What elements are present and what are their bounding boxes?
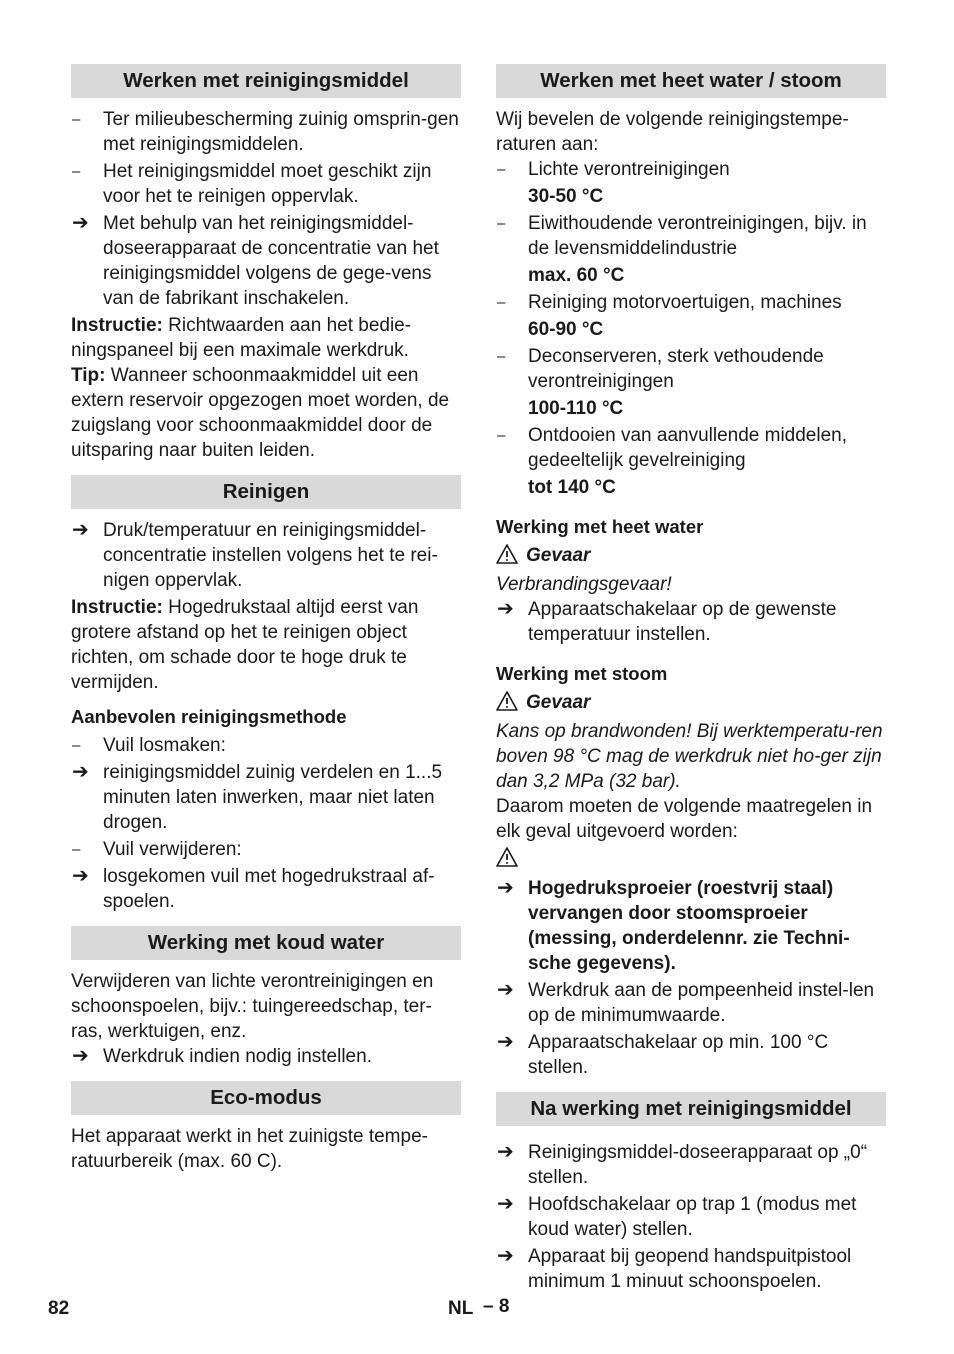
subsection-title: Werking met stoom <box>496 663 668 684</box>
list-item: ➔ losgekomen vuil met hogedrukstraal af-spoelen. <box>72 865 435 912</box>
dash-icon: – <box>497 161 506 178</box>
section-title-heet-water-stoom: Werken met heet water / stoom <box>496 64 886 98</box>
paragraph: Daarom moeten de volgende maatregelen in elk geval uitgevoerd worden: <box>496 796 873 842</box>
section-title-reinigen: Reinigen <box>71 475 461 509</box>
dash-icon: – <box>497 427 506 444</box>
list-item: ➔ Apparaatschakelaar op min. 100 °C stellen. <box>497 1031 829 1078</box>
list-item: – Reiniging motorvoertuigen, machines <box>497 292 842 313</box>
temperature-value: 60-90 °C <box>528 319 604 340</box>
list-item: – Het reinigingsmiddel moet geschikt zijn voor het te reinigen oppervlak. <box>72 161 432 207</box>
arrow-right-icon: ➔ <box>497 1141 514 1163</box>
temperature-value: tot 140 °C <box>528 477 616 498</box>
page-number: 82 <box>48 1298 70 1319</box>
list-item: – Vuil losmaken: <box>72 735 226 756</box>
section-title-werken-met-reinigingsmiddel: Werken met reinigingsmiddel <box>71 64 461 98</box>
arrow-right-icon: ➔ <box>497 1245 514 1267</box>
dash-icon: – <box>497 348 506 365</box>
list-item: ➔ Apparaatschakelaar op de gewenste temperatuur instellen. <box>497 598 837 645</box>
danger-text: Kans op brandwonden! Bij werktemperatu-ren boven 98 °C mag de werkdruk niet ho-ger zijn dan 3,2 MPa (32 bar). <box>496 721 883 792</box>
arrow-right-icon: ➔ <box>497 979 514 1001</box>
list-item: ➔ Apparaat bij geopend handspuitpistool minimum 1 minuut schoonspoelen. <box>497 1245 852 1292</box>
dash-icon: – <box>72 737 81 754</box>
arrow-right-icon: ➔ <box>72 761 89 783</box>
temperature-value: 100-110 °C <box>528 398 624 419</box>
list-item: ➔ Hogedruksproeier (roestvrij staal) vervangen door stoomsproeier (messing, onderdelennr. zie Techni-sche gegevens). <box>497 877 850 974</box>
warning-triangle-icon <box>496 544 518 564</box>
list-item: – Eiwithoudende verontreinigingen, bijv. in de levensmiddelindustrie <box>497 213 867 259</box>
list-item: – Deconserveren, sterk vethoudende verontreinigingen <box>497 346 824 392</box>
instruction-paragraph: Instructie: Hogedrukstaal altijd eerst van grotere afstand op het te reinigen object richten, om schade door te hoge druk te vermijden. <box>71 597 419 693</box>
paragraph: Wij bevelen de volgende reinigingstempe-raturen aan: <box>496 109 849 155</box>
dash-icon: – <box>72 163 81 180</box>
warning-symbol <box>496 846 886 874</box>
paragraph: Verwijderen van lichte verontreinigingen en schoonspoelen, bijv.: tuingereedschap, ter-ras, werktuigen, enz. <box>71 971 434 1042</box>
danger-text: Verbrandingsgevaar! <box>496 574 672 595</box>
dash-icon: – <box>497 215 506 232</box>
subsection-title: Aanbevolen reinigingsmethode <box>71 706 347 727</box>
paragraph: Het apparaat werkt in het zuinigste tempe-ratuurbereik (max. 60 C). <box>71 1126 428 1172</box>
list-item: ➔ Druk/temperatuur en reinigingsmiddel-concentratie instellen volgens het te rei-nigen oppervlak. <box>72 519 438 591</box>
arrow-right-icon: ➔ <box>72 212 89 234</box>
arrow-right-icon: ➔ <box>72 519 89 541</box>
tip-paragraph: Tip: Wanneer schoonmaakmiddel uit een extern reservoir opgezogen moet worden, de zuigslang voor schoonmaakmiddel door de uitsparing naar buiten leiden. <box>71 365 450 461</box>
list-item: ➔ Werkdruk indien nodig instellen. <box>72 1045 372 1067</box>
section-title-eco-modus: Eco-modus <box>71 1081 461 1115</box>
list-item: ➔ Hoofdschakelaar op trap 1 (modus met koud water) stellen. <box>497 1193 857 1240</box>
arrow-right-icon: ➔ <box>72 865 89 887</box>
list-item: – Ontdooien van aanvullende middelen, gedeeltelijk gevelreiniging <box>497 425 848 471</box>
danger-label: Gevaar <box>496 543 886 568</box>
dash-icon: – <box>72 111 81 128</box>
danger-label: Gevaar <box>496 690 886 715</box>
instruction-paragraph: Instructie: Richtwaarden aan het bedie-ningspaneel bij een maximale werkdruk. <box>71 315 412 361</box>
list-item: – Lichte verontreinigingen <box>497 159 730 180</box>
arrow-right-icon: ➔ <box>497 877 514 899</box>
section-title-na-werking: Na werking met reinigingsmiddel <box>496 1092 886 1126</box>
list-item: ➔ reinigingsmiddel zuinig verdelen en 1...5 minuten laten inwerken, maar niet laten drogen. <box>72 761 443 833</box>
list-item: ➔ Reinigingsmiddel-doseerapparaat op „0“ stellen. <box>497 1141 868 1188</box>
temperature-value: max. 60 °C <box>528 265 625 286</box>
subsection-title: Werking met heet water <box>496 516 704 537</box>
list-item: – Vuil verwijderen: <box>72 839 242 860</box>
list-item: – Ter milieubescherming zuinig omsprin-gen met reinigingsmiddelen. <box>72 109 459 155</box>
warning-triangle-icon <box>496 691 518 711</box>
section-page-number: – 8 <box>483 1296 510 1317</box>
left-column <box>71 64 461 1174</box>
section-title-werking-met-koud-water: Werking met koud water <box>71 926 461 960</box>
list-item: ➔ Met behulp van het reinigingsmiddel-doseerapparaat de concentratie van het reinigingsmiddel volgens de gege-vens van de fabrikant inschakelen. <box>72 212 439 309</box>
arrow-right-icon: ➔ <box>497 1031 514 1053</box>
arrow-right-icon: ➔ <box>72 1045 89 1067</box>
dash-icon: – <box>72 841 81 858</box>
list-item: ➔ Werkdruk aan de pompeenheid instel-len op de minimumwaarde. <box>497 979 875 1026</box>
temperature-value: 30-50 °C <box>528 186 604 207</box>
dash-icon: – <box>497 294 506 311</box>
language-code: NL <box>448 1298 474 1319</box>
right-column <box>496 64 886 1296</box>
warning-triangle-icon <box>496 847 518 867</box>
arrow-right-icon: ➔ <box>497 1193 514 1215</box>
arrow-right-icon: ➔ <box>497 598 514 620</box>
